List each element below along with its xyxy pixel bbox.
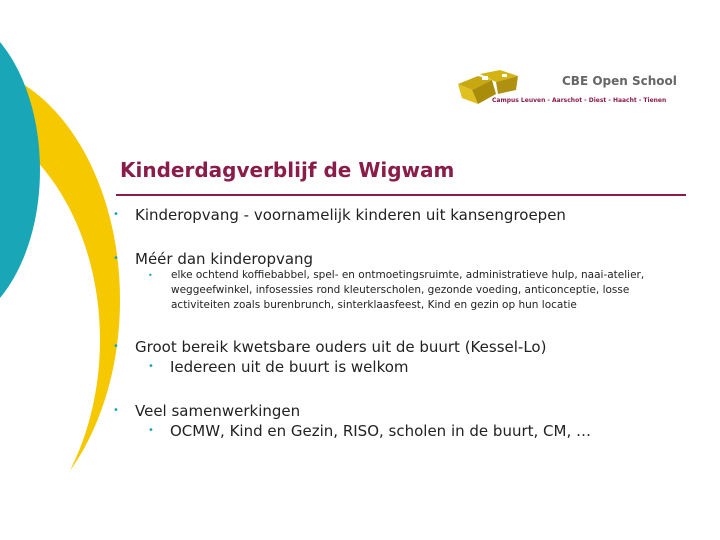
- bullet-text: Méér dan kinderopvang: [135, 250, 314, 268]
- bullet-text: Veel samenwerkingen: [135, 402, 301, 420]
- bullet-dot-icon: •: [113, 341, 119, 352]
- sub-bullet-text: elke ochtend koffiebabbel, spel- en ontmoetingsruimte, administratieve hulp, naai-atelier, weggeefwinkel, infosessies rond kleuterscholen, gezonde voeding, anticonceptie, losse activiteiten zoals burenbrunch, sinterklaasfeest, Kind en gezin op hun locatie: [171, 269, 645, 311]
- sub-bullet-dot-icon: •: [148, 425, 154, 436]
- logo-name: CBE Open School: [562, 74, 677, 88]
- logo-tagline: Campus Leuven - Aarschot - Diest - Haacht - Tienen: [492, 97, 667, 104]
- bullet-dot-icon: •: [113, 253, 119, 264]
- bullet-text: Groot bereik kwetsbare ouders uit de buurt (Kessel-Lo): [135, 338, 547, 356]
- slide-title: Kinderdagverblijf de Wigwam: [120, 158, 455, 182]
- title-divider: [116, 194, 686, 196]
- sub-bullet-dot-icon: •: [148, 271, 153, 280]
- sub-bullet-text: Iedereen uit de buurt is welkom: [170, 358, 409, 376]
- sub-bullet-text: OCMW, Kind en Gezin, RISO, scholen in de buurt, CM, …: [170, 422, 591, 440]
- bullet-dot-icon: •: [113, 405, 119, 416]
- bullet-dot-icon: •: [113, 209, 119, 220]
- school-logo: [452, 68, 692, 108]
- sub-bullet-dot-icon: •: [148, 361, 154, 372]
- bullet-text: Kinderopvang - voornamelijk kinderen uit kansengroepen: [135, 206, 566, 224]
